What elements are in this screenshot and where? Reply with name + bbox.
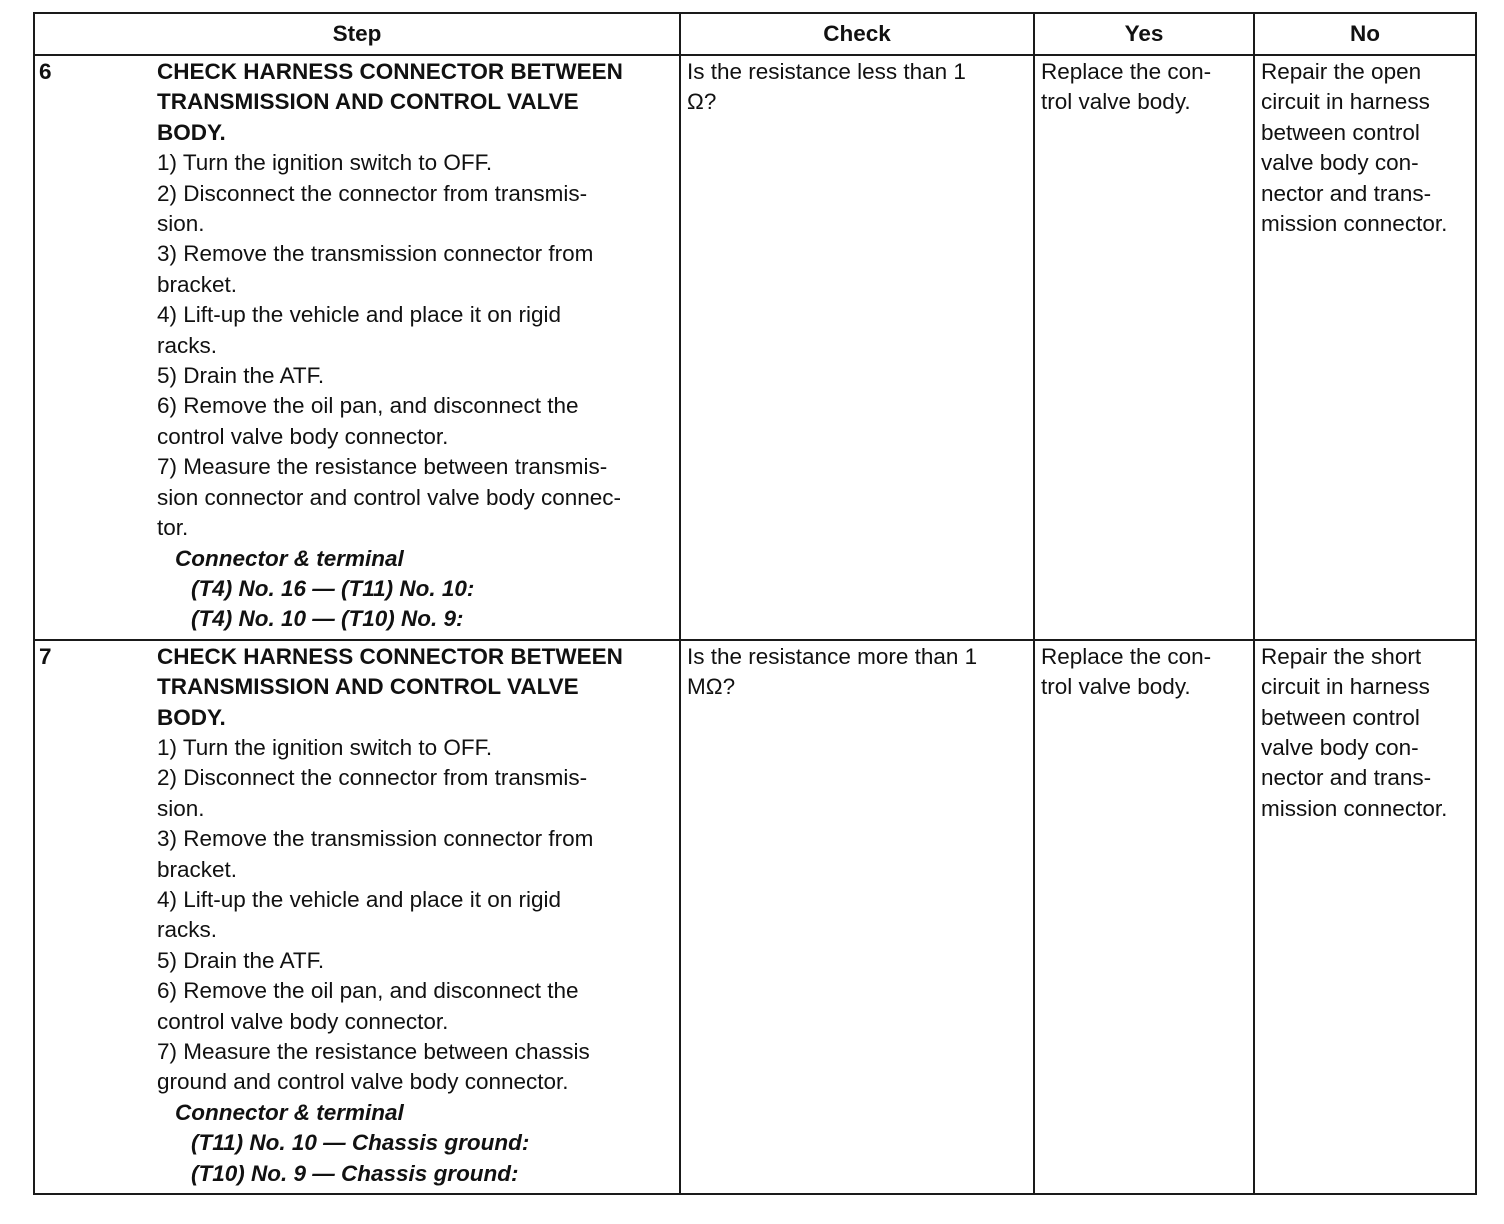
no-action-line: valve body con-: [1261, 734, 1419, 760]
procedure-line: control valve body connector.: [157, 1008, 449, 1034]
check-line: Is the resistance more than 1: [687, 643, 978, 669]
step-title-line: TRANSMISSION AND CONTROL VALVE: [157, 89, 579, 115]
step-title-line: TRANSMISSION AND CONTROL VALVE: [157, 674, 579, 700]
check-line: Ω?: [687, 89, 717, 115]
procedure-line: sion.: [157, 211, 205, 237]
check-cell: [680, 640, 1034, 1194]
procedure-line: 2) Disconnect the connector from transmis-: [157, 765, 588, 791]
header-yes: Yes: [1034, 13, 1254, 55]
procedure-line: 2) Disconnect the connector from transmis-: [157, 180, 588, 206]
procedure-line: ground and control valve body connector.: [157, 1069, 569, 1095]
step-number: 6: [39, 59, 52, 84]
no-action-line: between control: [1261, 704, 1420, 730]
procedure-line: 4) Lift-up the vehicle and place it on rigid: [157, 886, 561, 912]
yes-action-line: trol valve body.: [1041, 674, 1191, 700]
yes-cell: [1034, 55, 1254, 640]
no-cell: [1254, 640, 1476, 1194]
procedure-line: 3) Remove the transmission connector from: [157, 241, 594, 267]
no-action-line: mission connector.: [1261, 211, 1448, 237]
no-action-line: between control: [1261, 119, 1420, 145]
step-title-line: CHECK HARNESS CONNECTOR BETWEEN: [157, 59, 623, 84]
procedure-line: 7) Measure the resistance between transmis-: [157, 454, 608, 480]
table-row: [34, 640, 1476, 1194]
procedure-line: 5) Drain the ATF.: [157, 947, 325, 973]
no-action-line: Repair the open: [1261, 59, 1422, 84]
procedure-line: 6) Remove the oil pan, and disconnect the: [157, 393, 579, 419]
no-action-line: mission connector.: [1261, 795, 1448, 821]
yes-action-line: Replace the con-: [1041, 59, 1212, 84]
connector-terminal-item: (T4) No. 10 — (T10) No. 9:: [191, 606, 464, 632]
step-title-line: BODY.: [157, 704, 226, 730]
check-cell: [680, 55, 1034, 640]
connector-heading: Connector & terminal: [175, 1099, 404, 1125]
procedure-line: tor.: [157, 515, 189, 541]
no-action-line: circuit in harness: [1261, 89, 1430, 115]
diagnosis-table: [33, 12, 1477, 1195]
no-action-line: nector and trans-: [1261, 765, 1432, 791]
procedure-line: 5) Drain the ATF.: [157, 363, 325, 389]
connector-terminal-item: (T10) No. 9 — Chassis ground:: [191, 1160, 519, 1186]
header-check: Check: [680, 13, 1034, 55]
procedure-line: bracket.: [157, 856, 238, 882]
no-action-line: Repair the short: [1261, 643, 1422, 669]
yes-cell: [1034, 640, 1254, 1194]
step-title-line: CHECK HARNESS CONNECTOR BETWEEN: [157, 643, 623, 669]
step-body: [157, 642, 679, 1193]
procedure-line: control valve body connector.: [157, 423, 449, 449]
procedure-line: 3) Remove the transmission connector from: [157, 826, 594, 852]
table-row: [34, 55, 1476, 640]
step-body: [157, 57, 679, 639]
no-action-line: nector and trans-: [1261, 180, 1432, 206]
connector-terminal-item: (T4) No. 16 — (T11) No. 10:: [191, 575, 475, 601]
procedure-line: 6) Remove the oil pan, and disconnect the: [157, 978, 579, 1004]
yes-action-line: Replace the con-: [1041, 643, 1212, 669]
procedure-line: sion.: [157, 795, 205, 821]
header-step: Step: [34, 13, 680, 55]
check-line: MΩ?: [687, 674, 736, 700]
header-no: No: [1254, 13, 1476, 55]
procedure-line: 1) Turn the ignition switch to OFF.: [157, 150, 493, 176]
no-cell: [1254, 55, 1476, 640]
procedure-line: 4) Lift-up the vehicle and place it on rigid: [157, 302, 561, 328]
procedure-line: racks.: [157, 332, 218, 358]
connector-heading: Connector & terminal: [175, 545, 404, 571]
procedure-line: racks.: [157, 917, 218, 943]
table-body: [34, 55, 1476, 1194]
yes-action-line: trol valve body.: [1041, 89, 1191, 115]
step-cell: [34, 55, 680, 640]
procedure-line: 1) Turn the ignition switch to OFF.: [157, 734, 493, 760]
connector-terminal-item: (T11) No. 10 — Chassis ground:: [191, 1130, 530, 1156]
check-line: Is the resistance less than 1: [687, 59, 966, 84]
table-header-row: [34, 13, 1476, 55]
step-number: 7: [39, 643, 52, 669]
no-action-line: circuit in harness: [1261, 674, 1430, 700]
procedure-line: 7) Measure the resistance between chassis: [157, 1039, 590, 1064]
step-cell: [34, 640, 680, 1194]
procedure-line: bracket.: [157, 271, 238, 297]
procedure-line: sion connector and control valve body connec-: [157, 484, 622, 510]
no-action-line: valve body con-: [1261, 150, 1419, 176]
step-title-line: BODY.: [157, 119, 226, 145]
